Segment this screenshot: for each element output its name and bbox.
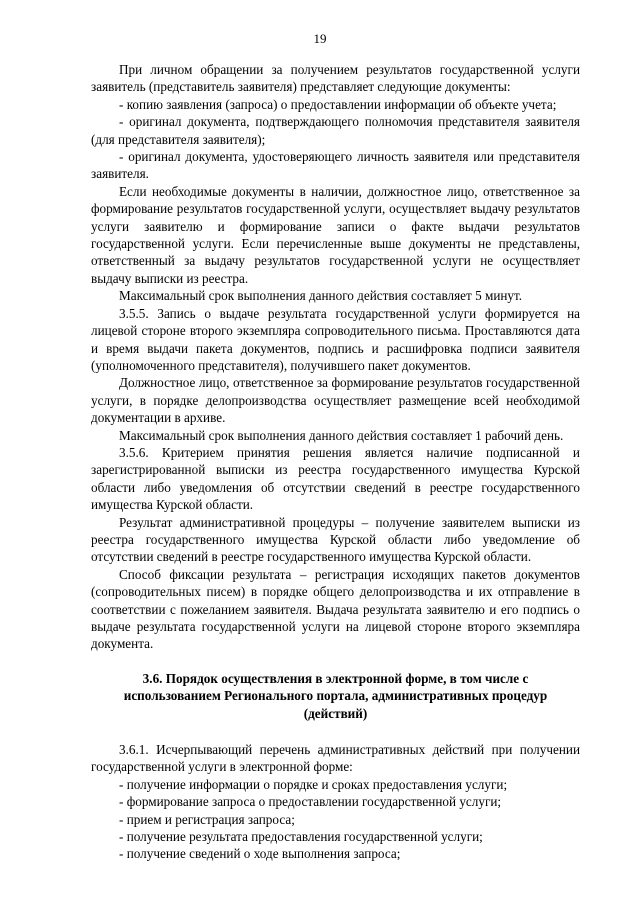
paragraph: 3.5.5. Запись о выдаче результата государственной услуги формируется на лицевой стороне второго экземпляра сопроводительного письма. Проставляются дата и время выдачи пакета документов, подпись и расшифровка подписи заявителя (уполномоченного представителя), получившего пакет документов. (91, 305, 580, 373)
paragraph: Если необходимые документы в наличии, должностное лицо, ответственное за формирование результатов государственной услуги, осуществляет выдачу результатов услуги заявителю и формирование записи о факте выдачи результатов государственной услуги. Если перечисленные выше документы не представлены, ответственный за выдачу результатов государственной услуги не осуществляет выдачу выписки из реестра. (91, 183, 580, 286)
paragraph: Максимальный срок выполнения данного действия составляет 1 рабочий день. (119, 427, 564, 443)
section-heading-3-6 (91, 670, 580, 722)
paragraph: Максимальный срок выполнения данного действия составляет 5 минут. (119, 288, 523, 304)
paragraph: - оригинал документа, подтверждающего полномочия представителя заявителя (для представителя заявителя); (91, 114, 580, 147)
section-3-5-text (91, 61, 580, 653)
heading-line: 3.6. Порядок осуществления в электронной форме, в том числе с (142, 670, 529, 686)
list-item: - получение результата предоставления государственной услуги; (119, 829, 483, 845)
page-number: 19 (313, 31, 327, 46)
heading-line: использованием Регионального портала, административных процедур (123, 688, 548, 704)
paragraph: - оригинал документа, удостоверяющего личность заявителя или представителя заявителя. (91, 149, 580, 182)
list-item: - прием и регистрация запроса; (119, 811, 295, 827)
list-item: - получение сведений о ходе выполнения запроса; (119, 846, 401, 862)
paragraph: - копию заявления (запроса) о предоставлении информации об объекте учета; (119, 96, 557, 112)
section-3-6-text (91, 741, 580, 863)
paragraph: Способ фиксации результата – регистрация исходящих пакетов документов (сопроводительных писем) в порядке общего делопроизводства и их отправление в соответствии с пожеланием заявителя. Выдача результата заявителю и его подпись о выдаче результата государственной услуги на лицевой стороне второго экземпляра документа. (91, 566, 580, 652)
paragraph: 3.5.6. Критерием принятия решения является наличие подписанной и зарегистрированной выписки из реестра государственного имущества Курской области либо уведомления об отсутствии сведений в реестре государственного имущества Курской области. (91, 444, 580, 513)
list-item: - формирование запроса о предоставлении государственной услуги; (119, 794, 502, 810)
paragraph: При личном обращении за получением результатов государственной услуги заявитель (представитель заявителя) представляет следующие документы: (91, 62, 580, 95)
document-body (91, 61, 580, 863)
paragraph: Должностное лицо, ответственное за формирование результатов государственной услуги, в порядке делопроизводства осуществляет размещение всей необходимой документации в архиве. (91, 375, 580, 426)
paragraph: 3.6.1. Исчерпывающий перечень административных действий при получении государственной услуги в электронной форме: (91, 742, 580, 775)
list-item: - получение информации о порядке и сроках предоставления услуги; (119, 776, 508, 792)
paragraph: Результат административной процедуры – получение заявителем выписки из реестра государственного имущества Курской области либо уведомление об отсутствии сведений в реестре государственного имущества Курской области. (91, 514, 580, 565)
heading-line: (действий) (303, 705, 368, 721)
